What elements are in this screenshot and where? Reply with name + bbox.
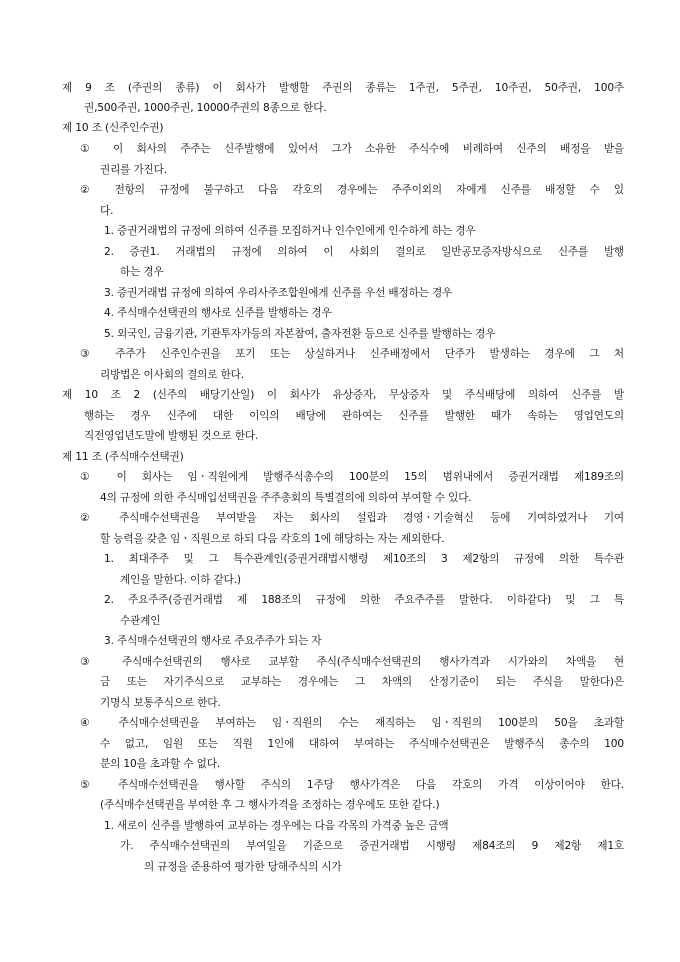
text-line: 하는 경우 [120, 266, 164, 278]
text-line: 4. 주식매수선택권의 행사로 신주를 발행하는 경우 [104, 307, 332, 319]
text-line: 수 없고, 임원 또는 직원 1인에 대하여 부여하는 주식매수선택권은 발행주식 총수의 100 [100, 738, 624, 750]
text-line: 리방법은 이사회의 결의로 한다. [100, 369, 244, 381]
text-line: ① 이 회사는 임ㆍ직원에게 발행주식총수의 100분의 15의 범위내에서 증권거래법 제189조의 [80, 471, 624, 483]
text-line: 제 10 조 (신주인수권) [62, 122, 164, 134]
text-line: 2. 증권1. 거래법의 규정에 의하여 이 사회의 결의로 일반공모증자방식으로 신주를 발행 [104, 246, 624, 258]
text-line: ③ 주식매수선택권의 행사로 교부할 주식(주식매수선택권의 행사가격과 시가와의 차액을 현 [80, 656, 624, 668]
text-line: ③ 주주가 신주인수권을 포기 또는 상실하거나 신주배정에서 단주가 발생하는 경우에 그 처 [80, 348, 624, 360]
text-line: 5. 외국인, 금융기관, 기관투자가등의 자본참여, 출자전환 등으로 신주를 발행하는 경우 [104, 328, 496, 340]
text-line: 3. 증권거래법 규정에 의하여 우리사주조합원에게 신주를 우선 배정하는 경우 [104, 287, 453, 299]
text-line: 가. 주식매수선택권의 부여일을 기준으로 증권거래법 시행령 제84조의 9 제2항 제1호 [120, 840, 624, 852]
text-line: 제 9 조 (주권의 종류) 이 회사가 발행할 주권의 종류는 1주권, 5주권, 10주권, 50주권, 100주 [62, 82, 624, 94]
text-line: 행하는 경우 신주에 대한 이익의 배당에 관하여는 신주를 발행한 때가 속하는 영업연도의 [84, 410, 624, 422]
text-line: 할 능력을 갖춘 임ㆍ직원으로 하되 다음 각호의 1에 해당하는 자는 제외한다. [100, 533, 445, 545]
text-line: 4의 규정에 의한 주식매입선택권을 주주총회의 특별결의에 의하여 부여할 수 있다. [100, 492, 472, 504]
text-line: 기명식 보통주식으로 한다. [100, 697, 221, 709]
text-line: 3. 주식매수선택권의 행사로 주요주주가 되는 자 [104, 635, 322, 647]
text-line: 1. 새로이 신주를 발행하여 교부하는 경우에는 다음 각목의 가격중 높은 금액 [104, 820, 449, 832]
text-line: 계인을 말한다. 이하 같다.) [120, 574, 241, 586]
text-line: 권,500주권, 1000주권, 10000주권의 8종으로 한다. [84, 102, 327, 114]
text-line: 1. 최대주주 및 그 특수관계인(증권거래법시행령 제10조의 3 제2항의 규정에 의한 특수관 [104, 553, 624, 565]
text-line: 2. 주요주주(증권거래법 제 188조의 규정에 의한 주요주주를 말한다. 이하같다) 및 그 특 [104, 594, 624, 606]
text-line: 1. 증권거래법의 규정에 의하여 신주를 모집하거나 인수인에게 인수하게 하는 경우 [104, 225, 476, 237]
text-line: 제 10 조 2 (신주의 배당기산일) 이 회사가 유상증자, 무상증자 및 주식배당에 의하여 신주를 발 [62, 389, 624, 401]
text-line: ⑤ 주식매수선택권을 행사할 주식의 1주당 행사가격은 다음 각호의 가격 이상이어야 한다. [80, 779, 624, 791]
text-line: 의 규정을 준용하여 평가한 당해주식의 시가 [144, 861, 342, 873]
text-line: 수관계인 [120, 615, 161, 627]
text-line: ② 주식매수선택권을 부여받을 자는 회사의 설립과 경영ㆍ기술혁신 등에 기여하였거나 기여 [80, 512, 624, 524]
text-line: ① 이 회사의 주주는 신주발행에 있어서 그가 소유한 주식수에 비례하여 신주의 배정을 받을 [80, 143, 624, 155]
text-line: 직전영업년도말에 발행된 것으로 한다. [84, 430, 259, 442]
text-line: (주식매수선택권을 부여한 후 그 행사가격을 조정하는 경우에도 또한 같다.) [100, 799, 440, 811]
text-line: 분의 10을 초과할 수 없다. [100, 758, 221, 770]
text-line: 권리를 가진다. [100, 164, 167, 176]
text-line: 금 또는 자기주식으로 교부하는 경우에는 그 차액의 산정기준이 되는 주식을 말한다)은 [100, 676, 624, 688]
text-line: ② 전항의 규정에 불구하고 다음 각호의 경우에는 주주이외의 자에게 신주를 배정할 수 있 [80, 184, 624, 196]
text-line: 다. [100, 205, 114, 217]
text-line: ④ 주식매수선택권을 부여하는 임ㆍ직원의 수는 재직하는 임ㆍ직원의 100분의 50을 초과할 [80, 717, 624, 729]
text-line: 제 11 조 (주식매수선택권) [62, 451, 184, 463]
